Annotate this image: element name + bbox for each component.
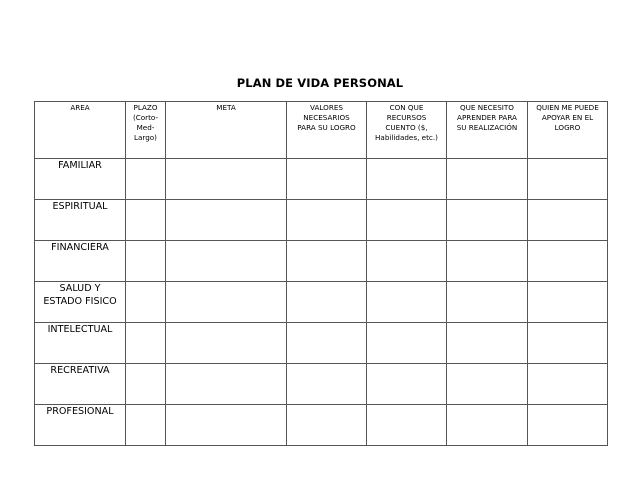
empty-cell[interactable] [126, 405, 166, 446]
empty-cell[interactable] [528, 282, 608, 323]
empty-cell[interactable] [287, 405, 367, 446]
header-row [35, 102, 608, 159]
empty-cell[interactable] [287, 364, 367, 405]
header-plazo: PLAZO (Corto- Med- Largo) [126, 102, 166, 159]
area-cell-familiar: FAMILIAR [35, 159, 126, 200]
empty-cell[interactable] [166, 282, 287, 323]
empty-cell[interactable] [528, 159, 608, 200]
empty-cell[interactable] [126, 282, 166, 323]
empty-cell[interactable] [287, 241, 367, 282]
header-meta: META [166, 102, 287, 159]
empty-cell[interactable] [367, 282, 447, 323]
empty-cell[interactable] [367, 200, 447, 241]
empty-cell[interactable] [447, 364, 528, 405]
empty-cell[interactable] [126, 159, 166, 200]
empty-cell[interactable] [166, 241, 287, 282]
empty-cell[interactable] [126, 200, 166, 241]
empty-cell[interactable] [367, 159, 447, 200]
empty-cell[interactable] [528, 323, 608, 364]
area-cell-financiera: FINANCIERA [35, 241, 126, 282]
life-plan-table [34, 101, 608, 446]
empty-cell[interactable] [287, 159, 367, 200]
empty-cell[interactable] [367, 323, 447, 364]
document-title: PLAN DE VIDA PERSONAL [236, 76, 404, 90]
empty-cell[interactable] [287, 323, 367, 364]
empty-cell[interactable] [166, 200, 287, 241]
empty-cell[interactable] [166, 159, 287, 200]
table-row [35, 323, 608, 364]
empty-cell[interactable] [528, 241, 608, 282]
empty-cell[interactable] [126, 323, 166, 364]
area-cell-espiritual: ESPIRITUAL [35, 200, 126, 241]
area-cell-profesional: PROFESIONAL [35, 405, 126, 446]
table-row [35, 159, 608, 200]
empty-cell[interactable] [447, 159, 528, 200]
area-cell-intelectual: INTELECTUAL [35, 323, 126, 364]
empty-cell[interactable] [287, 282, 367, 323]
empty-cell[interactable] [447, 405, 528, 446]
table-row [35, 364, 608, 405]
empty-cell[interactable] [447, 200, 528, 241]
empty-cell[interactable] [528, 405, 608, 446]
empty-cell[interactable] [367, 364, 447, 405]
table-row [35, 200, 608, 241]
header-area: AREA [35, 102, 126, 159]
table-row [35, 241, 608, 282]
area-cell-recreativa: RECREATIVA [35, 364, 126, 405]
empty-cell[interactable] [447, 323, 528, 364]
empty-cell[interactable] [367, 241, 447, 282]
empty-cell[interactable] [447, 241, 528, 282]
empty-cell[interactable] [166, 323, 287, 364]
empty-cell[interactable] [126, 241, 166, 282]
empty-cell[interactable] [166, 364, 287, 405]
table-row [35, 282, 608, 323]
header-recursos: CON QUE RECURSOS CUENTO ($, Habilidades, etc.) [367, 102, 447, 159]
empty-cell[interactable] [126, 364, 166, 405]
header-valores: VALORES NECESARIOS PARA SU LOGRO [287, 102, 367, 159]
empty-cell[interactable] [287, 200, 367, 241]
empty-cell[interactable] [166, 405, 287, 446]
table-row [35, 405, 608, 446]
area-cell-salud: SALUD Y ESTADO FISICO [35, 282, 126, 323]
header-aprender: QUE NECESITO APRENDER PARA SU REALIZACIÓN [447, 102, 528, 159]
empty-cell[interactable] [528, 364, 608, 405]
empty-cell[interactable] [528, 200, 608, 241]
header-apoyo: QUIEN ME PUEDE APOYAR EN EL LOGRO [528, 102, 608, 159]
empty-cell[interactable] [447, 282, 528, 323]
empty-cell[interactable] [367, 405, 447, 446]
